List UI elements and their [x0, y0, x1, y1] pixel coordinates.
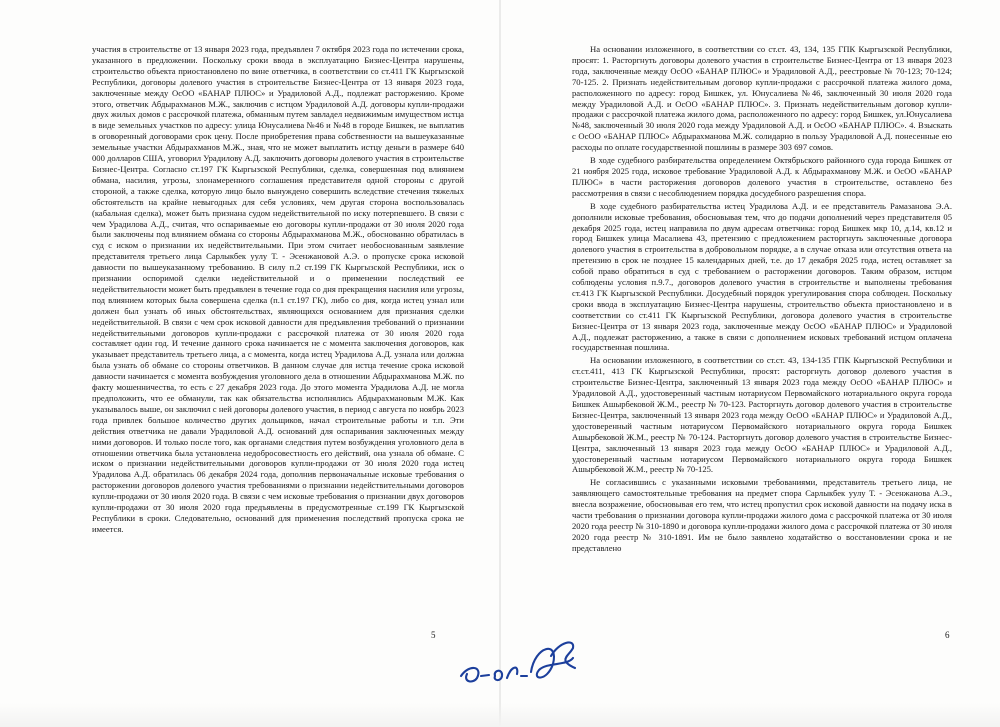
- right-paragraph-2: В ходе судебного разбирательства определением Октябрьского районного суда города Бишкек от 21 ноября 2025 года, исковое требование Урадиловой А.Д. к Абдырахманову М.Ж. и ОсОО «БАНАР ПЛЮС» в части расторжения договоров долевого участия в строительстве, оставлено без рассмотрения в связи с несоблюдением порядка досудебного разрешения спора.: [572, 155, 952, 198]
- page-left: [92, 44, 464, 644]
- page-gutter: [499, 0, 501, 727]
- scan-bottom-edge: [0, 703, 1000, 727]
- left-paragraph-1: участия в строительстве от 13 января 2023 года, предъявлен 7 октября 2023 года по истечении срока, указанного в предложении. Поскольку сроки ввода в эксплуатацию Бизнес-Центра нарушены, строительство объекта приостановлено по вине ответчика, в соответствии со ст.411 ГК Кыргызской Республики, договоры долевого участия в строительстве Бизнес-Центра от 13 января 2023 года, заключенные между ОсОО «БАНАР ПЛЮС» и Урадиловой А.Д., подлежат расторжению. Кроме этого, ответчик Абдырахманов М.Ж., заключив с истцом Урадиловой А.Д. договоры купли-продажи двух жилых домов с рассрочкой платежа, обманным путем завладел недвижимым имуществом истца в виде земельных участков по адресу: улица Юнусалиева №46 и №48 в городе Бишкек, не выплатив в оговоренный договорами срок цену. После приобретения права собственности на вышеуказанные земельные участки Абдырахманов М.Ж., зная, что не может выплатить истцу деньги в размере 640 000 долларов США, уговорил Урадилову А.Д. заключить договоры долевого участия в строительстве Бизнес-Центра. Согласно ст.197 ГК Кыргызской Республики, сделка, совершенная под влиянием обмана, насилия, угрозы, злонамеренного соглашения представителя одной стороны с другой стороной, а также сделка, которую лицо было вынуждено совершить вследствие стечения тяжелых обстоятельств на крайне невыгодных для себя условиях, чем другая сторона воспользовалась (кабальная сделка), может быть признана судом недействительной по иску потерпевшего. В связи с чем Урадилова А.Д., считая, что оспариваемые ею договоры купли-продажи от 30 июля 2020 года были заключены под влиянием обмана со стороны Абдырахманова М.Ж., обоснованно обратилась в суд с иском о признании их недействительными. При этом считает необоснованным заявление представителя третьего лица Сарлыкбек уулу Т. - Эсенжановой А.Э. о пропуске срока исковой давности по вышеуказанному требованию. В силу п.2 ст.199 ГК Кыргызской Республики, иск о признании оспоримой сделки недействительной и о применении последствий ее недействительности может быть предъявлен в течение года со дня прекращения насилия или угрозы, под влиянием которых была совершена сделка (п.1 ст.197 ГК), либо со дня, когда истец узнал или должен был узнать об иных обстоятельствах, являющихся основанием для признания сделки недействительной. В связи с чем срок исковой давности для предъявления требований о признании недействительными договоров купли-продажи с рассрочкой платежа от 30 июля 2020 года составляет один год. И течение данного срока начинается не с момента заключения договоров, как указывает представитель третьего лица, а с момента, когда истец Урадилова А.Д. узнала или должна была узнать об обмане со стороны ответчиков. В данном случае для истца течение срока исковой давности начинается с момента возбуждения уголовного дела в отношении Абдырахманова М.Ж. по факту мошенничества, то есть с 27 декабря 2023 года. До этого момента Урадилова А.Д. не могла предположить, что ее обманули, так как обязательства исполнялись Абдырахмановым М.Ж. Как указывалось выше, он заключил с ней договоры долевого участия, в период с августа по ноябрь 2023 года привлек большое количество других дольщиков, начал строительные работы и т.п. Эти действия ответчика не давали Урадиловой А.Д. оснований для оспаривания заключенных между ними договоров. И только после того, как органами следствия путем возбуждения уголовного дела в отношении ответчика была установлена недобросовестность его действий, она узнала об обмане. С иском о признании недействительными договоров купли-продажи от 30 июля 2020 года истец Урадилова А.Д. обратилась 06 декабря 2024 года, дополнив первоначальные исковые требования о расторжении договоров долевого участия требованиями о признании недействительными договоров купли-продажи от 30 июля 2020 года. В связи с чем исковые требования о признании двух договоров купли-продажи от 30 июля 2020 года предъявлены в предусмотренные ст.199 ГК Кыргызской Республики в сроки. Следовательно, оснований для применения последствий пропуска срока не имеется.: [92, 44, 464, 534]
- page-number-left: 5: [431, 630, 436, 640]
- page-right: [572, 44, 952, 644]
- right-paragraph-5: Не согласившись с указанными исковыми требованиями, представитель третьего лица, не заявляющего самостоятельные требования на предмет спора Сарлыкбек уулу Т. - Эсенжанова А.Э., внесла возражение, обосновывая его тем, что истец пропустил срок исковой давности на подачу иска в части требования о признании договора купли-продажи жилого дома с рассрочкой платежа от 30 июля 2020 года реестр № 310-1890 и договора купли-продажи жилого дома с рассрочкой платежа от 30 июля 2020 года реестр № 310-1891. Им не было заявлено ходатайство о восстановлении срока и не представлено: [572, 477, 952, 553]
- handwritten-signature: [455, 626, 605, 692]
- right-paragraph-3: В ходе судебного разбирательства истец Урадилова А.Д. и ее представитель Рамазанова Э.А. дополнили исковые требования, обосновывая тем, что до подачи дополнений через представителя 05 декабря 2025 года, истец направила по двум адресам ответчика: город Бишкек мкр 10, д.14, кв.12 и город Бишкек улица Масалиева 43, претензию с предложением расторгнуть заключенные договора долевого участия в строительства в добровольном порядке, а в случае отказа или отсутствия ответа на претензию в срок не позднее 15 календарных дней, т.е. до 17 декабря 2025 года, истец оставляет за собой право обратиться в суд с требованием о расторжении договоров. Таким образом, истцом соблюдены условия п.9.7., договоров долевого участия в строительстве и выполнены требования ст.413 ГК Кыргызской Республики. Досудебный порядок урегулирования спора соблюден. Поскольку сроки ввода в эксплуатацию Бизнес-Центра нарушены, строительство объекта приостановлено и в соответствии со ст.411 ГК Кыргызской Республики, договора долевого участия в строительстве Бизнес-Центра от 13 января 2023 года, заключенные между ОсОО «БАНАР ПЛЮС» и Урадиловой А.Д., подлежат расторжению, а также в связи с дополнением исковых требований истцом оплачена государственная пошлина.: [572, 200, 952, 353]
- right-paragraph-4: На основании изложенного, в соответствии со ст.ст. 43, 134-135 ГПК Кыргызской Республики и ст.ст.411, 413 ГК Кыргызской Республики, просят: расторгнуть договор долевого участия в строительстве Бизнес-Центра, заключенный 13 января 2023 года между ОсОО «БАНАР ПЛЮС» и Урадиловой А.Д., удостоверенный частным нотариусом Первомайского нотариального округа города Бишкек Ашырбековой Ж.М., реестр № 70-123. Расторгнуть договор долевого участия в строительстве Бизнес-Центра, заключенный 13 января 2023 года между ОсОО «БАНАР ПЛЮС» и Урадиловой А.Д., удостоверенный частным нотариусом Первомайского нотариального округа города Бишкек Ашырбековой Ж.М., реестр № 70-124. Расторгнуть договор долевого участия в строительстве Бизнес-Центра, заключенный 13 января 2023 года между ОсОО «БАНАР ПЛЮС» и Урадиловой А.Д., удостоверенный частным нотариусом Первомайского нотариального округа города Бишкек Ашырбековой Ж.М., реестр № 70-125.: [572, 355, 952, 475]
- right-paragraph-1: На основании изложенного, в соответствии со ст.ст. 43, 134, 135 ГПК Кыргызской Республики, просят: 1. Расторгнуть договоры долевого участия в строительстве Бизнес-Центра от 13 января 2023 года, заключенные между ОсОО «БАНАР ПЛЮС» и Урадиловой А.Д., реестровые № 70-123; 70-124; 70-125. 2. Признать недействительным договор купли-продажи с рассрочкой платежа жилого дома, расположенного по адресу: город Бишкек, ул. Юнусалиева №46, заключенный 30 июля 2020 года между Урадиловой А.Д. и ОсОО «БАНАР ПЛЮС». 3. Признать недействительным договор купли-продажи с рассрочкой платежа жилого дома, расположенного по адресу: город Бишкек, ул.Юнусалиева №48, заключенный 30 июля 2020 года между Урадиловой А.Д. и ОсОО «БАНАР ПЛЮС». 4. Взыскать с ОсОО «БАНАР ПЛЮС» Абдырахманова М.Ж. солидарно в пользу Урадиловой А.Д. понесенные ею расходы по оплате государственной пошлины в размере 303 697 сомов.: [572, 44, 952, 153]
- page-number-right: 6: [945, 630, 950, 640]
